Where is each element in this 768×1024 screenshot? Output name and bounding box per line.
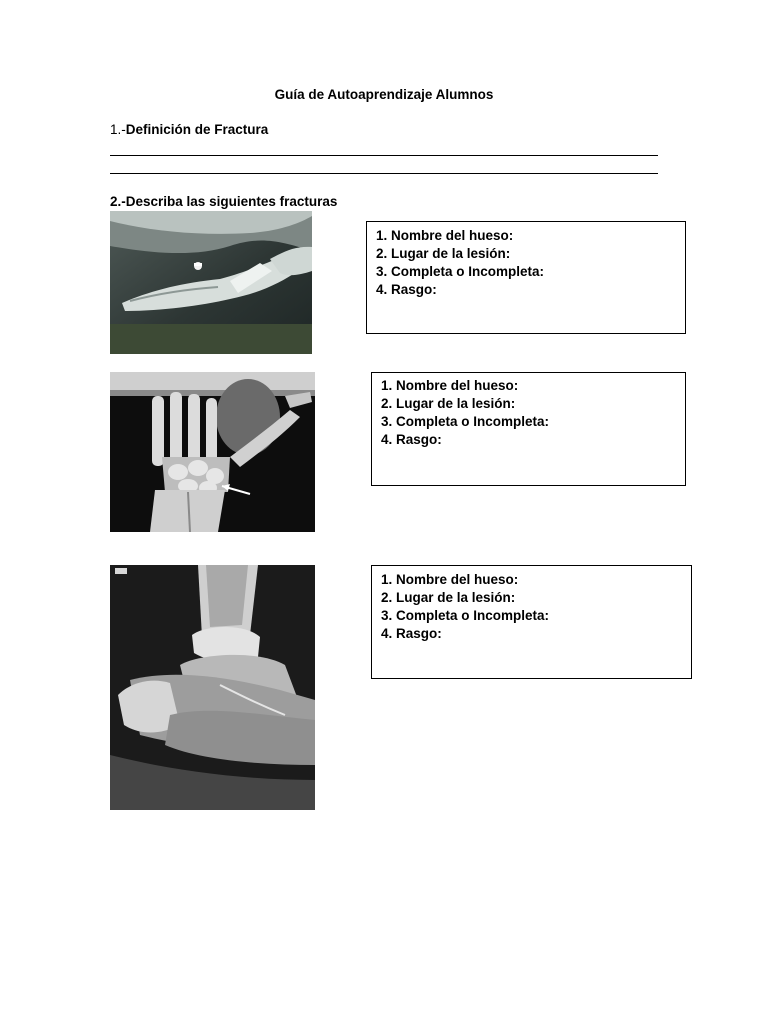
wrist-xray-image [110,372,315,532]
field-fracture-line: 4. Rasgo: [376,282,437,297]
ankle-xray-image [110,565,315,810]
answer-line-1 [110,155,658,156]
field-bone-name: 1. Nombre del hueso: [376,228,514,243]
question-2 [110,194,337,209]
field-complete-incomplete: 3. Completa o Incompleta: [376,264,545,279]
field-bone-name: 1. Nombre del hueso: [381,378,519,393]
field-fracture-line: 4. Rasgo: [381,432,442,447]
thumb-xray-image [110,211,312,354]
answer-box-1 [366,221,686,334]
field-bone-name: 1. Nombre del hueso: [381,572,519,587]
question-2-number: 2.- [110,194,126,209]
field-injury-site: 2. Lugar de la lesión: [381,590,516,605]
answer-box-3 [371,565,692,679]
field-injury-site: 2. Lugar de la lesión: [376,246,511,261]
field-complete-incomplete: 3. Completa o Incompleta: [381,608,550,623]
answer-line-2 [110,173,658,174]
question-2-text: Describa las siguientes fracturas [125,194,338,209]
field-fracture-line: 4. Rasgo: [381,626,442,641]
question-1-number: 1.- [110,122,126,137]
answer-box-2 [371,372,686,486]
page-title: Guía de Autoaprendizaje Alumnos [274,87,494,102]
field-injury-site: 2. Lugar de la lesión: [381,396,516,411]
question-1 [110,122,268,137]
question-1-text: Definición de Fractura [125,122,269,137]
field-complete-incomplete: 3. Completa o Incompleta: [381,414,550,429]
